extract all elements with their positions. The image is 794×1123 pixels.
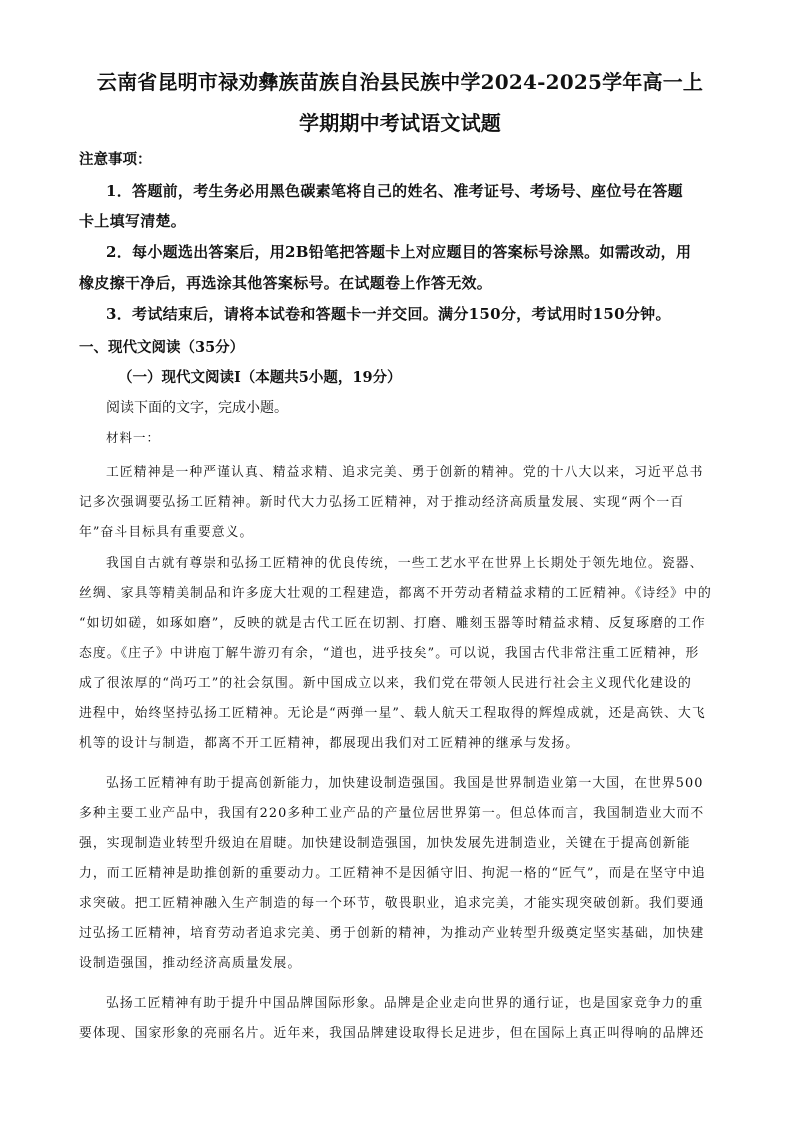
paragraph-line: 过弘扬工匠精神，培育劳动者追求完美、勇于创新的精神，为推动产业转型升级奠定坚实基础，加快建 bbox=[79, 926, 705, 941]
paragraph-line: 机等的设计与制造，都离不开工匠精神，都展现出我们对工匠精神的继承与发扬。 bbox=[79, 736, 580, 751]
notice-item-2-line-2: 橡皮擦干净后，再选涂其他答案标号。在试题卷上作答无效。 bbox=[79, 274, 493, 292]
reading-instruction: 阅读下面的文字，完成小题。 bbox=[106, 400, 288, 416]
notice-item-1-line-1: 1．答题前，考生务必用黑色碳素笔将自己的姓名、准考证号、考场号、座位号在答题 bbox=[106, 182, 683, 200]
paragraph-line: 弘扬工匠精神有助于提升中国品牌国际形象。品牌是企业走向世界的通行证，也是国家竞争力的重 bbox=[106, 996, 704, 1011]
paragraph-line: 工匠精神是一种严谨认真、精益求精、追求完美、勇于创新的精神。党的十八大以来，习近平总书 bbox=[106, 465, 704, 480]
paragraph-line: 成了很浓厚的“尚巧工”的社会氛围。新中国成立以来，我们党在带领人民进行社会主义现代化建设的 bbox=[79, 676, 692, 691]
material-label: 材料一： bbox=[106, 430, 161, 445]
notice-item-3-line-1: 3．考试结束后，请将本试卷和答题卡一并交回。满分150分，考试用时150分钟。 bbox=[106, 305, 671, 323]
paragraph-line: 要体现、国家形象的亮丽名片。近年来，我国品牌建设取得长足进步，但在国际上真正叫得响的品牌还 bbox=[79, 1026, 705, 1041]
paragraph-line: 求突破。把工匠精神融入生产制造的每一个环节，敬畏职业，追求完美，才能实现突破创新。我们要通 bbox=[79, 896, 705, 911]
paragraph-line: 态度。《庄子》中讲庖丁解牛游刃有余，“道也，进乎技矣”。可以说，我国古代非常注重工匠精神，形 bbox=[79, 646, 700, 661]
paragraph-line: 力，而工匠精神是助推创新的重要动力。工匠精神不是因循守旧、拘泥一格的“匠气”，而是在坚守中追 bbox=[79, 866, 706, 881]
notice-item-2-line-1: 2．每小题选出答案后，用2B铅笔把答题卡上对应题目的答案标号涂黑。如需改动，用 bbox=[106, 243, 692, 261]
paragraph-line: 弘扬工匠精神有助于提高创新能力，加快建设制造强国。我国是世界制造业第一大国，在世界500 bbox=[106, 776, 704, 791]
paragraph-line: 我国自古就有尊崇和弘扬工匠精神的优良传统，一些工艺水平在世界上长期处于领先地位。瓷器、 bbox=[106, 556, 704, 571]
paragraph-line: 进程中，始终坚持弘扬工匠精神。无论是“两弹一星”、载人航天工程取得的辉煌成就，还是高铁、大飞 bbox=[79, 706, 706, 721]
paragraph-line: 强，实现制造业转型升级迫在眉睫。加快建设制造强国，加快发展先进制造业，关键在于提高创新能 bbox=[79, 836, 691, 851]
notice-item-1-line-2: 卡上填写清楚。 bbox=[79, 212, 187, 230]
section-heading: 一、现代文阅读（35分） bbox=[79, 339, 245, 356]
exam-title-line-1: 云南省昆明市禄劝彝族苗族自治县民族中学2024-2025学年高一上 bbox=[96, 70, 704, 94]
paragraph-line: 丝绸、家具等精美制品和许多庞大壮观的工程建造，都离不开劳动者精益求精的工匠精神。《诗经》中的 bbox=[79, 586, 712, 601]
subsection-heading: （一）现代文阅读Ⅰ（本题共5小题，19分） bbox=[118, 369, 402, 386]
paragraph-line: 记多次强调要弘扬工匠精神。新时代大力弘扬工匠精神，对于推动经济高质量发展、实现“两个一百 bbox=[79, 495, 685, 510]
paragraph-line: “如切如磋，如琢如磨”，反映的就是古代工匠在切割、打磨、雕刻玉器等时精益求精、反复琢磨的工作 bbox=[79, 616, 706, 631]
notice-heading: 注意事项： bbox=[79, 151, 152, 168]
paragraph-line: 多种主要工业产品中，我国有220多种工业产品的产量位居世界第一。但总体而言，我国制造业大而不 bbox=[79, 806, 705, 821]
exam-title-line-2: 学期期中考试语文试题 bbox=[299, 111, 501, 135]
paragraph-line: 设制造强国，推动经济高质量发展。 bbox=[79, 956, 302, 971]
paragraph-line: 年”奋斗目标具有重要意义。 bbox=[79, 525, 254, 540]
